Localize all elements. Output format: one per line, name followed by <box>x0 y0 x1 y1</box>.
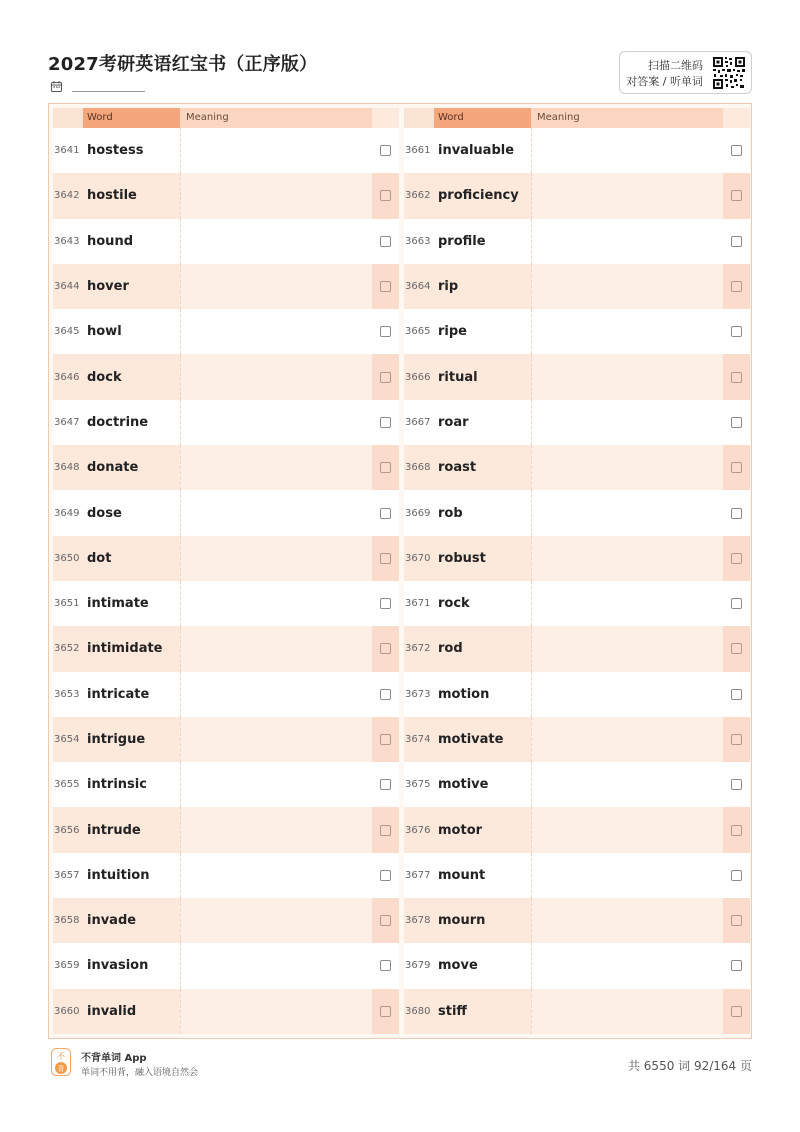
word-text: motor <box>438 822 483 838</box>
meaning-cell[interactable] <box>531 354 723 399</box>
word-number: 3641 <box>54 145 80 157</box>
word-text: motive <box>438 777 489 793</box>
word-number: 3672 <box>405 643 431 655</box>
checkbox-cell <box>372 853 399 898</box>
checkbox-cell <box>723 219 750 264</box>
checkbox[interactable] <box>380 281 391 292</box>
word-text: intuition <box>87 867 150 883</box>
table-row <box>404 536 750 581</box>
table-row <box>53 853 399 898</box>
word-number: 3669 <box>405 507 431 519</box>
table-row <box>404 309 750 354</box>
word-number: 3673 <box>405 688 431 700</box>
right-table-header <box>404 108 750 128</box>
word-text: intrigue <box>87 732 146 747</box>
word-number: 3674 <box>405 734 431 745</box>
word-text: motion <box>438 686 490 702</box>
meaning-cell[interactable] <box>531 128 723 173</box>
meaning-cell[interactable] <box>180 354 372 399</box>
qr-caption-line2: 对答案 / 听单词 <box>626 75 703 88</box>
left-rows <box>53 128 399 1034</box>
meaning-cell[interactable] <box>531 807 723 852</box>
word-header: Word <box>434 108 531 128</box>
checkbox-cell <box>723 943 750 988</box>
word-text: dose <box>87 505 122 521</box>
word-number: 3671 <box>405 598 431 610</box>
table-row <box>53 400 399 445</box>
app-name: 不背单词 App <box>81 1053 147 1064</box>
checkbox-cell <box>372 943 399 988</box>
checkbox[interactable] <box>380 779 391 790</box>
app-slogan: 单词不用背，融入语境自然会 <box>81 1068 199 1078</box>
checkbox[interactable] <box>380 643 391 654</box>
word-number: 3651 <box>54 598 80 610</box>
meaning-cell[interactable] <box>180 717 372 762</box>
table-row <box>53 309 399 354</box>
table-row <box>404 173 750 218</box>
checkbox[interactable] <box>731 326 742 337</box>
word-number: 3643 <box>54 235 80 247</box>
table-row <box>404 354 750 399</box>
word-number: 3675 <box>405 779 431 791</box>
word-text: rip <box>438 279 459 295</box>
checkbox[interactable] <box>731 236 742 247</box>
meaning-cell[interactable] <box>180 672 372 717</box>
word-number: 3654 <box>54 734 80 745</box>
left-table-header <box>53 108 399 128</box>
meaning-cell[interactable] <box>180 853 372 898</box>
word-number: 3649 <box>54 507 80 519</box>
word-text: profile <box>438 233 486 249</box>
word-number: 3644 <box>54 281 80 293</box>
word-number: 3663 <box>405 235 431 247</box>
checkbox[interactable] <box>380 145 391 156</box>
checkbox-cell <box>372 717 399 762</box>
meaning-cell[interactable] <box>180 490 372 535</box>
checkbox-cell <box>723 626 750 671</box>
word-number: 3650 <box>54 552 80 564</box>
word-text: rob <box>438 505 463 521</box>
meaning-cell[interactable] <box>180 264 372 309</box>
word-text: robust <box>438 550 486 566</box>
checkbox[interactable] <box>380 417 391 428</box>
word-number: 3658 <box>54 915 80 927</box>
meaning-header: Meaning <box>531 108 723 128</box>
meaning-cell[interactable] <box>531 672 723 717</box>
word-text: invalid <box>87 1003 137 1019</box>
word-number: 3659 <box>54 960 80 972</box>
word-text: doctrine <box>87 414 149 430</box>
date-field-line[interactable] <box>72 91 145 92</box>
word-number: 3642 <box>54 190 80 202</box>
word-number: 3678 <box>405 915 431 927</box>
word-text: ritual <box>438 369 478 385</box>
checkbox-cell <box>723 264 750 309</box>
word-text: invasion <box>87 958 149 974</box>
word-number: 3647 <box>54 416 80 428</box>
word-number: 3680 <box>405 1005 431 1017</box>
checkbox-cell <box>723 128 750 173</box>
word-text: intrinsic <box>87 777 147 793</box>
meaning-cell[interactable] <box>531 536 723 581</box>
word-number: 3668 <box>405 462 431 474</box>
checkbox-cell <box>723 762 750 807</box>
logo-text-top: 不 <box>57 1052 65 1061</box>
checkbox[interactable] <box>731 553 742 564</box>
table-row <box>53 672 399 717</box>
meaning-cell[interactable] <box>531 762 723 807</box>
word-text: hover <box>87 279 129 295</box>
meaning-cell[interactable] <box>531 943 723 988</box>
word-number: 3665 <box>405 326 431 338</box>
checkbox[interactable] <box>380 598 391 609</box>
meaning-cell[interactable] <box>180 128 372 173</box>
meaning-cell[interactable] <box>531 219 723 264</box>
table-row <box>404 717 750 762</box>
word-number: 3667 <box>405 416 431 428</box>
meaning-cell[interactable] <box>531 264 723 309</box>
page-title: 2027考研英语红宝书（正序版） <box>48 54 318 75</box>
checkbox[interactable] <box>731 372 742 383</box>
checkbox[interactable] <box>380 326 391 337</box>
meaning-cell[interactable] <box>531 853 723 898</box>
checkbox-cell <box>372 490 399 535</box>
word-number: 3657 <box>54 869 80 881</box>
meaning-cell[interactable] <box>180 807 372 852</box>
word-number: 3676 <box>405 824 431 836</box>
word-text: donate <box>87 460 139 476</box>
checkbox-cell <box>723 445 750 490</box>
checkbox-cell <box>372 219 399 264</box>
meaning-cell[interactable] <box>180 898 372 943</box>
checkbox[interactable] <box>731 915 742 926</box>
checkbox-cell <box>372 128 399 173</box>
qr-code-icon[interactable] <box>712 56 746 90</box>
table-row <box>404 898 750 943</box>
word-text: roar <box>438 414 469 430</box>
checkbox[interactable] <box>731 1006 742 1017</box>
meaning-cell[interactable] <box>180 762 372 807</box>
word-number: 3655 <box>54 779 80 791</box>
word-number: 3646 <box>54 371 80 383</box>
table-row <box>53 807 399 852</box>
checkbox-cell <box>723 672 750 717</box>
checkbox[interactable] <box>380 734 391 745</box>
logo-text-bottom: 背 <box>57 1065 65 1073</box>
checkbox-cell <box>723 536 750 581</box>
checkbox[interactable] <box>380 870 391 881</box>
checkbox[interactable] <box>731 689 742 700</box>
checkbox[interactable] <box>380 960 391 971</box>
table-row <box>53 445 399 490</box>
word-number: 3645 <box>54 326 80 338</box>
checkbox[interactable] <box>731 825 742 836</box>
table-row <box>404 400 750 445</box>
meaning-cell[interactable] <box>531 445 723 490</box>
word-number: 3648 <box>54 462 80 474</box>
word-number: 3677 <box>405 869 431 881</box>
table-row <box>53 490 399 535</box>
checkbox-cell <box>723 717 750 762</box>
meaning-cell[interactable] <box>180 581 372 626</box>
meaning-cell[interactable] <box>531 898 723 943</box>
checkbox-cell <box>372 762 399 807</box>
calendar-icon <box>51 81 62 92</box>
table-row <box>404 264 750 309</box>
checkbox[interactable] <box>731 870 742 881</box>
table-row <box>53 762 399 807</box>
checkbox[interactable] <box>380 236 391 247</box>
meaning-cell[interactable] <box>531 490 723 535</box>
word-number: 3652 <box>54 643 80 655</box>
word-header: Word <box>83 108 180 128</box>
word-number: 3666 <box>405 371 431 383</box>
checkbox[interactable] <box>731 734 742 745</box>
word-text: dot <box>87 550 112 566</box>
right-rows <box>404 128 750 1034</box>
word-text: invade <box>87 913 137 929</box>
word-text: intimidate <box>87 641 163 657</box>
checkbox[interactable] <box>731 417 742 428</box>
checkbox-cell <box>372 445 399 490</box>
checkbox[interactable] <box>731 643 742 654</box>
word-text: invaluable <box>438 143 515 159</box>
meaning-cell[interactable] <box>180 309 372 354</box>
word-text: hostess <box>87 143 144 159</box>
word-text: hostile <box>87 188 137 204</box>
qr-caption-line1: 扫描二维码 <box>648 59 703 72</box>
checkbox-cell <box>723 807 750 852</box>
table-row <box>53 219 399 264</box>
checkbox[interactable] <box>731 281 742 292</box>
left-column <box>53 108 399 1034</box>
right-column <box>404 108 750 1034</box>
checkbox-cell <box>372 536 399 581</box>
word-number: 3679 <box>405 960 431 972</box>
checkbox[interactable] <box>380 825 391 836</box>
table-row <box>53 989 399 1034</box>
checkbox-cell <box>372 626 399 671</box>
checkbox-cell <box>372 173 399 218</box>
checkbox[interactable] <box>380 553 391 564</box>
table-row <box>53 536 399 581</box>
meaning-cell[interactable] <box>180 400 372 445</box>
checkbox-cell <box>723 898 750 943</box>
meaning-cell[interactable] <box>180 219 372 264</box>
meaning-cell[interactable] <box>180 536 372 581</box>
word-text: dock <box>87 369 122 385</box>
checkbox-cell <box>723 354 750 399</box>
table-row <box>53 354 399 399</box>
checkbox[interactable] <box>731 779 742 790</box>
table-row <box>53 717 399 762</box>
table-row <box>404 807 750 852</box>
checkbox-cell <box>723 989 750 1034</box>
meaning-cell[interactable] <box>531 717 723 762</box>
meaning-cell[interactable] <box>180 943 372 988</box>
checkbox[interactable] <box>380 915 391 926</box>
table-row <box>404 989 750 1034</box>
word-number: 3656 <box>54 824 80 836</box>
word-text: ripe <box>438 324 467 340</box>
checkbox-cell <box>723 490 750 535</box>
meaning-cell[interactable] <box>180 626 372 671</box>
word-text: mourn <box>438 913 486 929</box>
table-row <box>404 490 750 535</box>
meaning-cell[interactable] <box>180 173 372 218</box>
meaning-cell[interactable] <box>531 989 723 1034</box>
page-info: 共 6550 词 92/164 页 <box>627 1059 752 1073</box>
word-text: mount <box>438 867 486 883</box>
table-row <box>53 173 399 218</box>
table-row <box>404 853 750 898</box>
table-row <box>404 672 750 717</box>
checkbox[interactable] <box>380 372 391 383</box>
word-text: intimate <box>87 596 149 612</box>
checkbox[interactable] <box>731 598 742 609</box>
word-text: rod <box>438 641 463 657</box>
word-text: stiff <box>438 1003 467 1019</box>
word-text: howl <box>87 324 122 340</box>
checkbox[interactable] <box>731 145 742 156</box>
table-row <box>53 581 399 626</box>
checkbox-cell <box>372 672 399 717</box>
table-row <box>404 128 750 173</box>
word-text: move <box>438 958 478 974</box>
checkbox-cell <box>372 581 399 626</box>
checkbox[interactable] <box>731 462 742 473</box>
table-row <box>53 943 399 988</box>
checkbox[interactable] <box>380 1006 391 1017</box>
word-text: motivate <box>438 732 504 747</box>
checkbox-cell <box>723 309 750 354</box>
meaning-cell[interactable] <box>531 400 723 445</box>
meaning-cell[interactable] <box>531 626 723 671</box>
vocabulary-table-frame <box>48 103 752 1039</box>
checkbox-cell <box>723 853 750 898</box>
checkbox-cell <box>723 173 750 218</box>
table-row <box>404 445 750 490</box>
meaning-cell[interactable] <box>180 445 372 490</box>
checkbox[interactable] <box>380 689 391 700</box>
qr-code-box[interactable] <box>619 51 752 94</box>
app-logo-icon <box>51 1048 71 1076</box>
table-row <box>53 128 399 173</box>
checkbox-cell <box>372 354 399 399</box>
table-row <box>404 762 750 807</box>
meaning-cell[interactable] <box>531 581 723 626</box>
table-row <box>53 264 399 309</box>
word-number: 3653 <box>54 688 80 700</box>
table-row <box>404 219 750 264</box>
word-text: rock <box>438 596 470 612</box>
checkbox-cell <box>723 581 750 626</box>
checkbox[interactable] <box>380 190 391 201</box>
word-number: 3662 <box>405 190 431 202</box>
checkbox-cell <box>723 400 750 445</box>
checkbox[interactable] <box>380 508 391 519</box>
word-number: 3660 <box>54 1005 80 1017</box>
meaning-cell[interactable] <box>531 309 723 354</box>
table-row <box>53 898 399 943</box>
word-text: hound <box>87 233 134 249</box>
checkbox[interactable] <box>380 462 391 473</box>
word-text: proficiency <box>438 188 519 204</box>
word-number: 3664 <box>405 281 431 293</box>
word-number: 3670 <box>405 552 431 564</box>
meaning-cell[interactable] <box>180 989 372 1034</box>
meaning-header: Meaning <box>180 108 372 128</box>
table-row <box>404 581 750 626</box>
checkbox[interactable] <box>731 508 742 519</box>
checkbox-cell <box>372 898 399 943</box>
checkbox-cell <box>372 400 399 445</box>
word-text: intricate <box>87 686 150 702</box>
checkbox-cell <box>372 309 399 354</box>
table-row <box>404 943 750 988</box>
word-text: roast <box>438 460 477 476</box>
checkbox[interactable] <box>731 190 742 201</box>
meaning-cell[interactable] <box>531 173 723 218</box>
checkbox[interactable] <box>731 960 742 971</box>
word-text: intrude <box>87 822 141 838</box>
word-number: 3661 <box>405 145 431 157</box>
table-row <box>53 626 399 671</box>
checkbox-cell <box>372 989 399 1034</box>
table-row <box>404 626 750 671</box>
checkbox-cell <box>372 264 399 309</box>
checkbox-cell <box>372 807 399 852</box>
